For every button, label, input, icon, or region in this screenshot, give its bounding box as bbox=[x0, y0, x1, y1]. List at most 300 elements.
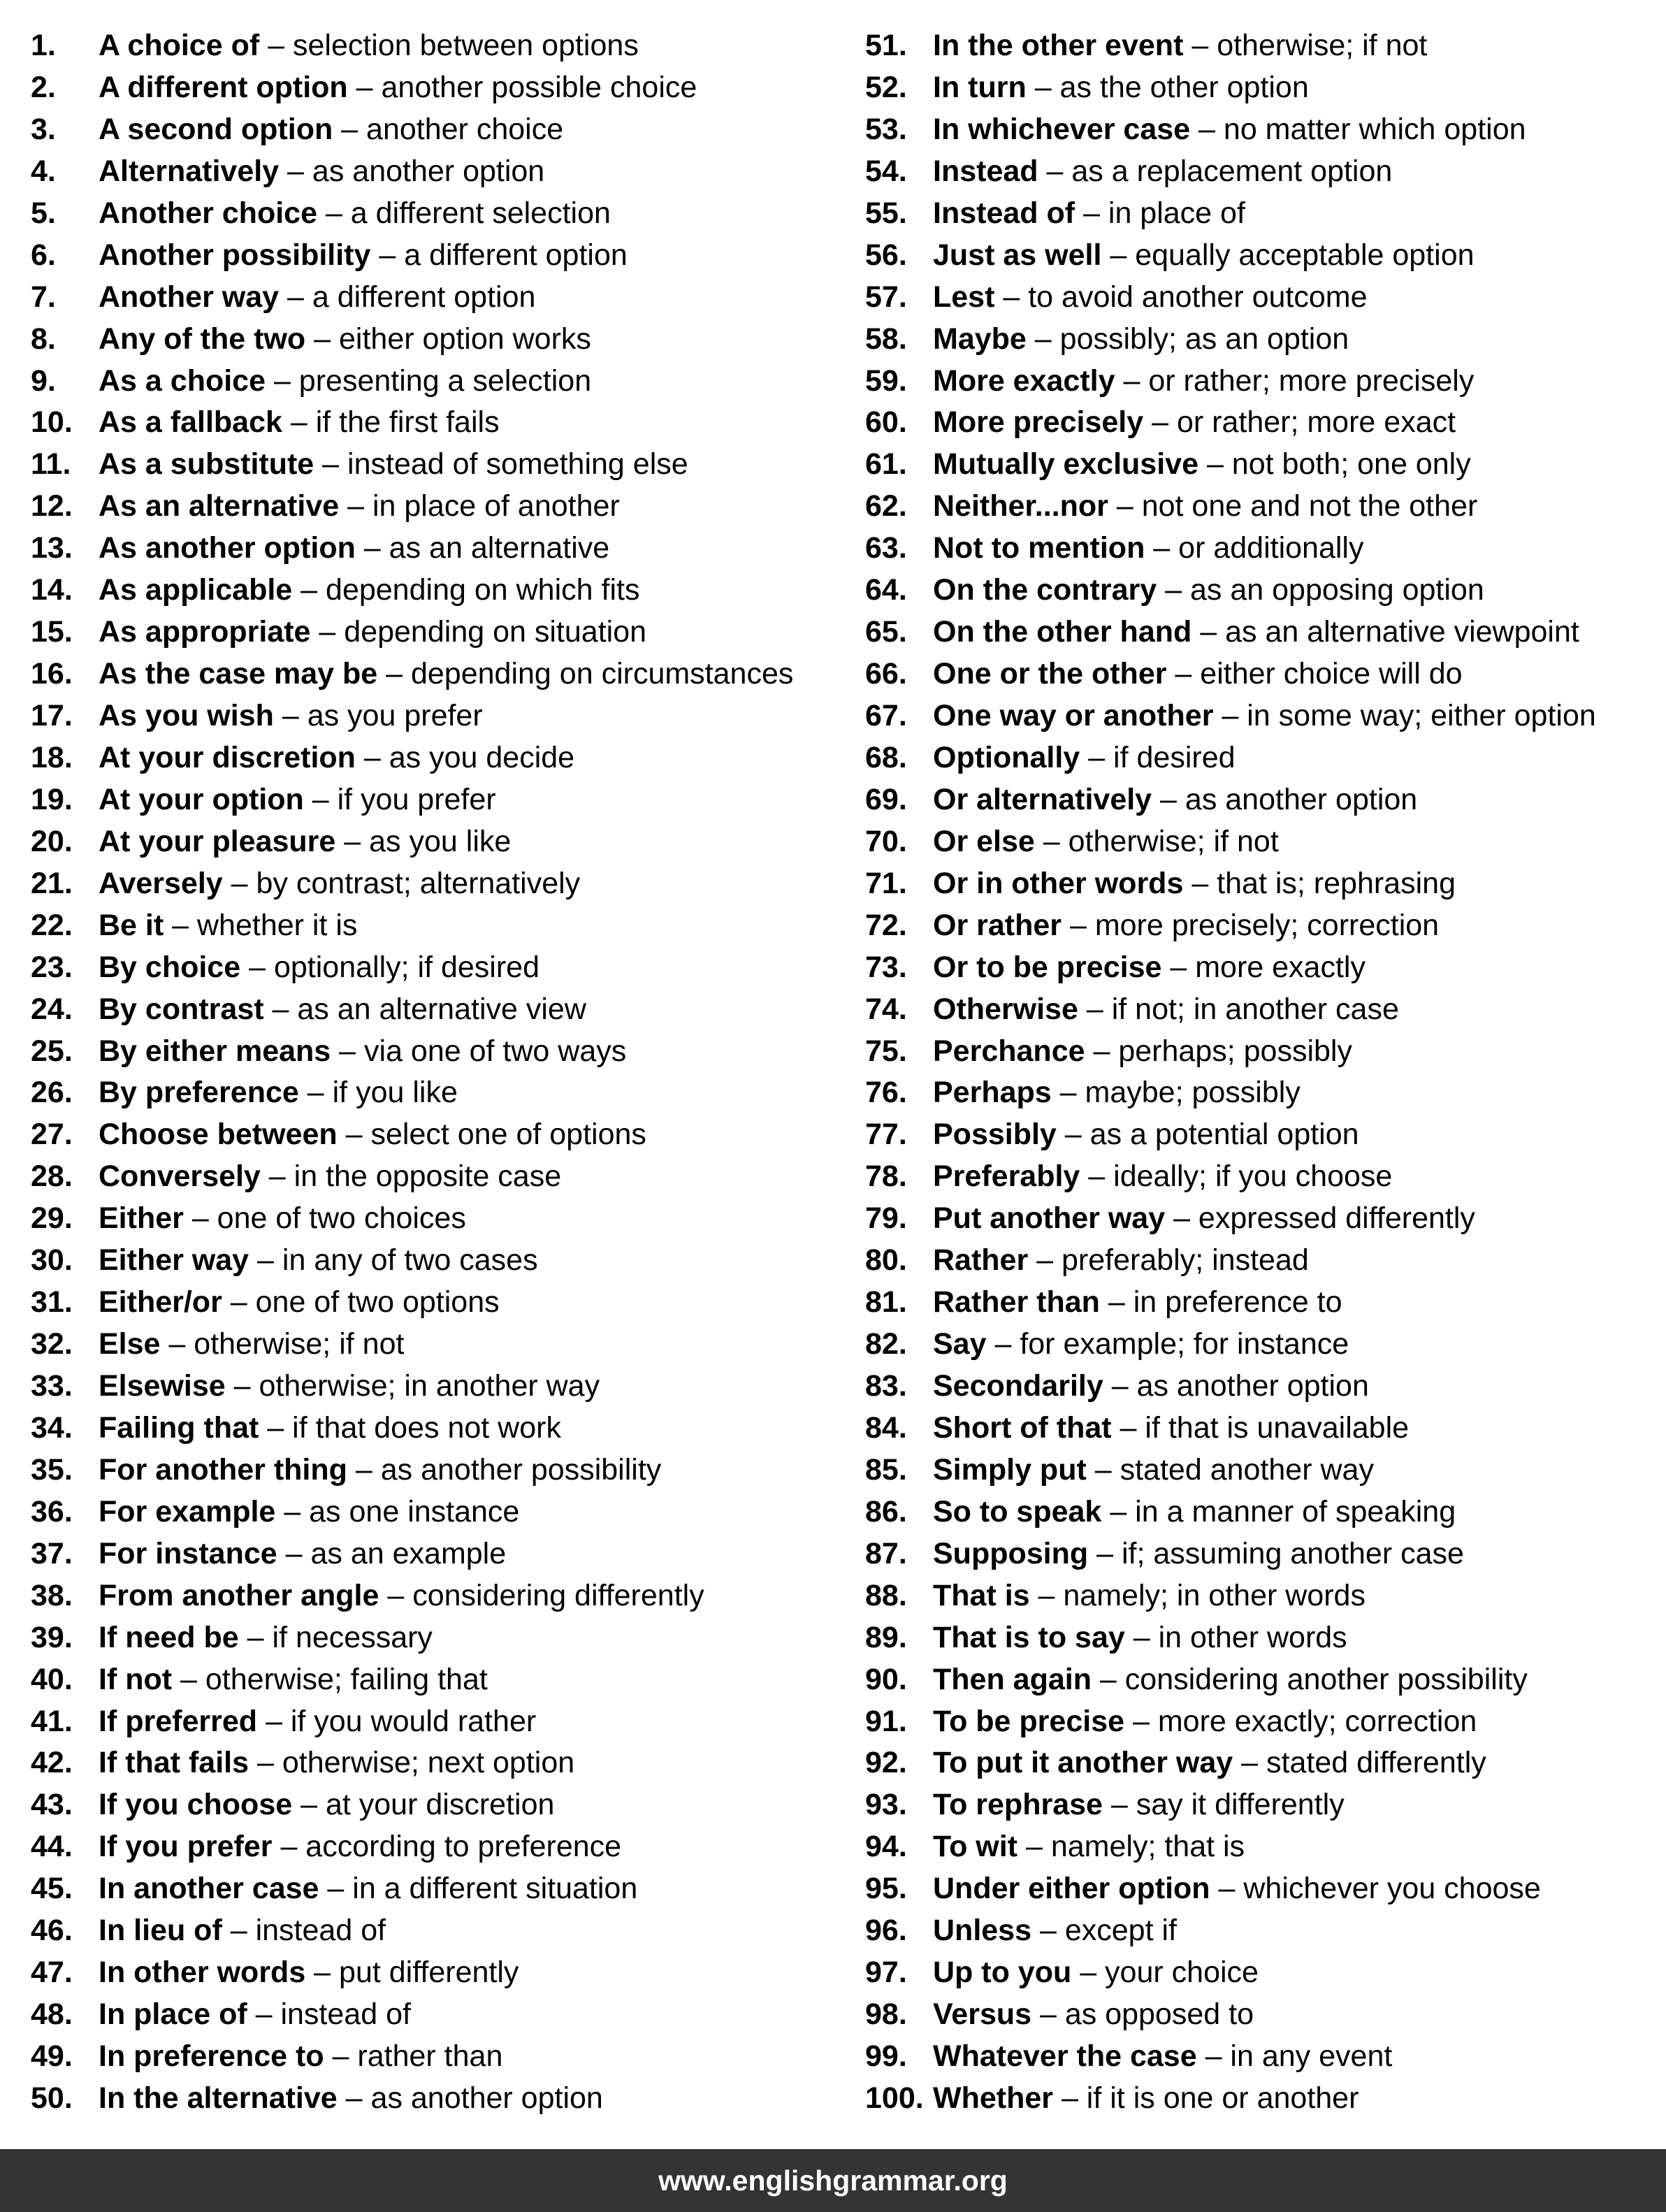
item-term: Or alternatively bbox=[933, 782, 1152, 816]
list-item bbox=[31, 25, 848, 67]
item-number: 88. bbox=[865, 1578, 907, 1612]
item-text bbox=[99, 528, 609, 570]
item-number: 98. bbox=[865, 1997, 907, 2032]
item-number: 54. bbox=[865, 154, 907, 188]
item-definition: – stated another way bbox=[1086, 1452, 1374, 1487]
list-item bbox=[865, 1031, 1655, 1073]
item-term: As you wish bbox=[99, 699, 274, 732]
item-definition: – as the other option bbox=[1026, 70, 1309, 104]
item-term: Alternatively bbox=[99, 154, 280, 188]
item-definition: – optionally; if desired bbox=[240, 950, 539, 984]
item-number: 67. bbox=[865, 699, 907, 732]
item-term: Or in other words bbox=[933, 866, 1184, 900]
list-item bbox=[31, 1031, 848, 1073]
item-number: 82. bbox=[865, 1327, 907, 1361]
item-number: 73. bbox=[865, 950, 907, 984]
item-term: Just as well bbox=[933, 238, 1102, 272]
list-item bbox=[31, 1910, 848, 1952]
item-number: 60. bbox=[865, 405, 907, 440]
item-definition: – in a manner of speaking bbox=[1101, 1494, 1456, 1528]
list-item bbox=[31, 1114, 848, 1156]
item-definition: – as an alternative bbox=[355, 531, 610, 565]
item-text bbox=[933, 905, 1439, 947]
item-text bbox=[933, 1366, 1369, 1408]
list-item bbox=[865, 402, 1655, 444]
list-item bbox=[31, 1784, 848, 1826]
item-definition: – that is; rephrasing bbox=[1183, 866, 1456, 900]
left-column bbox=[31, 25, 848, 2120]
item-definition: – a different option bbox=[279, 280, 536, 314]
item-definition: – or additionally bbox=[1145, 531, 1364, 565]
item-definition: – either option works bbox=[305, 321, 591, 356]
item-number: 3. bbox=[31, 112, 56, 146]
item-number: 30. bbox=[31, 1243, 73, 1278]
item-number: 5. bbox=[31, 196, 56, 230]
item-number: 11. bbox=[31, 447, 71, 482]
item-text bbox=[99, 1031, 626, 1073]
item-text bbox=[933, 319, 1349, 361]
item-number: 80. bbox=[865, 1243, 907, 1278]
item-number: 68. bbox=[865, 740, 907, 774]
item-number: 36. bbox=[31, 1494, 73, 1528]
list-item bbox=[865, 1659, 1655, 1701]
item-definition: – expressed differently bbox=[1165, 1201, 1475, 1236]
list-item bbox=[865, 695, 1655, 737]
item-text bbox=[933, 277, 1368, 319]
item-definition: – otherwise; failing that bbox=[172, 1662, 488, 1696]
item-number: 53. bbox=[865, 112, 907, 146]
item-definition: – in place of another bbox=[339, 489, 620, 523]
item-definition: – as you decide bbox=[355, 740, 575, 774]
list-item bbox=[31, 1240, 848, 1282]
item-text bbox=[933, 1742, 1486, 1784]
item-term: Under either option bbox=[933, 1872, 1210, 1906]
list-item bbox=[31, 1491, 848, 1533]
item-number: 78. bbox=[865, 1159, 907, 1194]
item-number: 28. bbox=[31, 1159, 73, 1194]
item-definition: – according to preference bbox=[272, 1830, 622, 1864]
item-term: Simply put bbox=[933, 1452, 1087, 1487]
item-number: 40. bbox=[31, 1662, 73, 1696]
list-item bbox=[865, 361, 1655, 403]
item-text bbox=[933, 1072, 1301, 1114]
item-term: If that fails bbox=[99, 1746, 249, 1780]
item-text bbox=[99, 1701, 536, 1743]
item-term: Optionally bbox=[933, 740, 1080, 774]
item-term: Neither...nor bbox=[933, 489, 1108, 523]
item-definition: – if that does not work bbox=[259, 1410, 561, 1445]
item-text bbox=[933, 1701, 1477, 1743]
item-term: More exactly bbox=[933, 363, 1115, 398]
item-text bbox=[99, 612, 646, 653]
item-definition: – or rather; more precisely bbox=[1115, 363, 1475, 398]
list-item bbox=[865, 863, 1655, 905]
item-text bbox=[99, 277, 535, 319]
item-text bbox=[99, 1450, 661, 1491]
list-item bbox=[865, 1324, 1655, 1366]
item-text bbox=[933, 779, 1417, 821]
item-text bbox=[99, 1533, 506, 1575]
item-text bbox=[99, 1156, 561, 1198]
item-term: By contrast bbox=[99, 992, 264, 1026]
item-term: As another option bbox=[99, 531, 356, 565]
item-term: At your pleasure bbox=[99, 824, 336, 858]
item-text bbox=[933, 1240, 1309, 1282]
item-text bbox=[933, 1575, 1366, 1617]
list-item bbox=[31, 1659, 848, 1701]
item-term: For another thing bbox=[99, 1452, 347, 1487]
item-term: One way or another bbox=[933, 699, 1214, 732]
item-text bbox=[933, 402, 1456, 444]
item-text bbox=[99, 695, 483, 737]
item-term: As the case may be bbox=[99, 657, 378, 691]
item-text bbox=[933, 863, 1456, 905]
item-term: Another choice bbox=[99, 196, 317, 230]
list-item bbox=[865, 1198, 1655, 1240]
item-number: 19. bbox=[31, 782, 73, 816]
item-text bbox=[933, 1450, 1374, 1491]
item-number: 52. bbox=[865, 70, 907, 104]
item-definition: – as you prefer bbox=[273, 699, 483, 732]
list-item bbox=[31, 1575, 848, 1617]
item-number: 86. bbox=[865, 1494, 907, 1528]
item-definition: – if the first fails bbox=[282, 405, 500, 440]
item-text bbox=[933, 1031, 1352, 1073]
list-item bbox=[31, 151, 848, 193]
item-definition: – depending on circumstances bbox=[377, 657, 794, 691]
item-term: Lest bbox=[933, 280, 995, 314]
item-term: Unless bbox=[933, 1914, 1032, 1948]
item-text bbox=[933, 151, 1392, 193]
item-term: In another case bbox=[99, 1872, 319, 1906]
item-text bbox=[99, 1952, 519, 1994]
item-text bbox=[99, 989, 586, 1031]
item-text bbox=[933, 1533, 1464, 1575]
item-number: 10. bbox=[31, 405, 73, 440]
item-text bbox=[933, 653, 1463, 695]
list-item bbox=[865, 1072, 1655, 1114]
item-term: By choice bbox=[99, 950, 241, 984]
item-term: As an alternative bbox=[99, 489, 340, 523]
item-text bbox=[99, 486, 620, 528]
item-text bbox=[933, 1868, 1541, 1910]
item-definition: – if you like bbox=[298, 1076, 458, 1110]
item-number: 31. bbox=[31, 1285, 73, 1320]
item-number: 25. bbox=[31, 1034, 73, 1068]
item-term: Instead of bbox=[933, 196, 1075, 230]
item-number: 35. bbox=[31, 1452, 73, 1487]
item-definition: – if desired bbox=[1080, 740, 1236, 774]
list-item bbox=[31, 319, 848, 361]
item-definition: – otherwise; if not bbox=[160, 1327, 405, 1361]
item-term: Another possibility bbox=[99, 238, 371, 272]
item-number: 12. bbox=[31, 489, 73, 523]
item-definition: – as an alternative viewpoint bbox=[1191, 615, 1579, 649]
list-item bbox=[865, 1240, 1655, 1282]
item-definition: – if not; in another case bbox=[1078, 992, 1399, 1026]
item-term: Either way bbox=[99, 1243, 249, 1278]
item-definition: – except if bbox=[1031, 1914, 1177, 1948]
list-item bbox=[865, 989, 1655, 1031]
list-item bbox=[31, 2078, 848, 2120]
item-term: Short of that bbox=[933, 1410, 1112, 1445]
list-item bbox=[31, 486, 848, 528]
list-item bbox=[865, 109, 1655, 151]
item-text bbox=[99, 1575, 704, 1617]
item-definition: – equally acceptable option bbox=[1101, 238, 1475, 272]
list-item bbox=[31, 570, 848, 612]
item-number: 63. bbox=[865, 531, 907, 565]
item-text bbox=[99, 1910, 386, 1952]
item-definition: – in a different situation bbox=[319, 1872, 638, 1906]
list-item bbox=[865, 151, 1655, 193]
item-text bbox=[933, 528, 1363, 570]
item-definition: – as you like bbox=[335, 824, 512, 858]
list-item bbox=[31, 695, 848, 737]
item-text bbox=[99, 737, 574, 779]
item-definition: – depending on situation bbox=[310, 615, 647, 649]
item-term: Then again bbox=[933, 1662, 1092, 1696]
item-term: Versus bbox=[933, 1997, 1032, 2032]
list-item bbox=[865, 779, 1655, 821]
item-term: More precisely bbox=[933, 405, 1144, 440]
item-text bbox=[99, 151, 544, 193]
item-term: If not bbox=[99, 1662, 173, 1696]
item-number: 72. bbox=[865, 908, 907, 942]
item-definition: – more exactly bbox=[1161, 950, 1366, 984]
item-number: 69. bbox=[865, 782, 907, 816]
list-item bbox=[31, 947, 848, 989]
item-definition: – either choice will do bbox=[1166, 657, 1463, 691]
item-definition: – as another option bbox=[337, 2081, 603, 2115]
list-item bbox=[865, 570, 1655, 612]
item-definition: – select one of options bbox=[337, 1118, 646, 1152]
item-number: 87. bbox=[865, 1536, 907, 1570]
item-term: If you choose bbox=[99, 1788, 293, 1822]
item-text bbox=[99, 319, 591, 361]
item-number: 99. bbox=[865, 2039, 907, 2073]
item-definition: – as another option bbox=[1152, 782, 1418, 816]
list-item bbox=[31, 67, 848, 109]
item-number: 18. bbox=[31, 740, 73, 774]
item-definition: – in place of bbox=[1075, 196, 1245, 230]
item-number: 21. bbox=[31, 866, 73, 900]
item-definition: – if you would rather bbox=[257, 1704, 537, 1738]
item-number: 14. bbox=[31, 573, 73, 607]
item-term: A second option bbox=[99, 112, 333, 146]
item-number: 50. bbox=[31, 2081, 73, 2115]
item-definition: – one of two options bbox=[222, 1285, 500, 1320]
item-number: 83. bbox=[865, 1369, 907, 1403]
item-term: Otherwise bbox=[933, 992, 1078, 1026]
item-term: In lieu of bbox=[99, 1914, 222, 1948]
item-term: Whatever the case bbox=[933, 2039, 1197, 2073]
item-term: Put another way bbox=[933, 1201, 1166, 1236]
item-definition: – if necessary bbox=[238, 1620, 433, 1654]
list-item bbox=[865, 1114, 1655, 1156]
item-text bbox=[933, 2078, 1359, 2120]
item-number: 2. bbox=[31, 70, 56, 104]
item-text bbox=[99, 402, 500, 444]
list-item bbox=[31, 1156, 848, 1198]
list-item bbox=[31, 1324, 848, 1366]
list-item bbox=[31, 1617, 848, 1659]
item-definition: – namely; that is bbox=[1017, 1830, 1245, 1864]
item-text bbox=[933, 821, 1279, 863]
item-term: Perchance bbox=[933, 1034, 1085, 1068]
item-term: Perhaps bbox=[933, 1076, 1052, 1110]
list-item bbox=[31, 2036, 848, 2078]
list-item bbox=[865, 1826, 1655, 1868]
item-term: For example bbox=[99, 1494, 276, 1528]
item-term: To put it another way bbox=[933, 1746, 1233, 1780]
item-definition: – otherwise; in another way bbox=[225, 1369, 600, 1403]
item-definition: – possibly; as an option bbox=[1026, 321, 1349, 356]
item-number: 61. bbox=[865, 447, 907, 482]
item-number: 84. bbox=[865, 1410, 907, 1445]
list-item bbox=[31, 528, 848, 570]
item-text bbox=[99, 1198, 466, 1240]
list-item bbox=[31, 1994, 848, 2036]
item-text bbox=[933, 695, 1596, 737]
item-number: 49. bbox=[31, 2039, 73, 2073]
list-item bbox=[865, 1491, 1655, 1533]
item-number: 22. bbox=[31, 908, 73, 942]
item-definition: – another possible choice bbox=[347, 70, 697, 104]
item-term: Supposing bbox=[933, 1536, 1089, 1570]
item-definition: – not both; one only bbox=[1198, 447, 1471, 482]
list-item bbox=[865, 193, 1655, 235]
list-item bbox=[865, 737, 1655, 779]
item-text bbox=[99, 653, 793, 695]
list-item bbox=[31, 779, 848, 821]
list-item bbox=[865, 1282, 1655, 1324]
list-item bbox=[865, 1784, 1655, 1826]
item-text bbox=[933, 486, 1477, 528]
item-definition: – in preference to bbox=[1099, 1285, 1342, 1320]
item-term: As applicable bbox=[99, 573, 293, 607]
list-item bbox=[31, 235, 848, 277]
item-definition: – one of two choices bbox=[183, 1201, 466, 1236]
item-definition: – in the opposite case bbox=[260, 1159, 562, 1194]
list-item bbox=[31, 905, 848, 947]
item-text bbox=[933, 612, 1579, 653]
item-number: 33. bbox=[31, 1369, 73, 1403]
list-item bbox=[31, 653, 848, 695]
item-text bbox=[99, 1617, 433, 1659]
item-definition: – as another possibility bbox=[347, 1452, 662, 1487]
item-term: On the contrary bbox=[933, 573, 1157, 607]
item-definition: – perhaps; possibly bbox=[1085, 1034, 1352, 1068]
list-item bbox=[865, 653, 1655, 695]
item-definition: – as another option bbox=[1103, 1369, 1369, 1403]
item-text bbox=[99, 1491, 519, 1533]
item-text bbox=[933, 361, 1474, 403]
item-text bbox=[99, 1282, 500, 1324]
item-term: A different option bbox=[99, 70, 348, 104]
item-text bbox=[99, 1659, 488, 1701]
list-item bbox=[31, 612, 848, 653]
item-term: Up to you bbox=[933, 1956, 1072, 1990]
item-term: Instead bbox=[933, 154, 1038, 188]
list-item bbox=[865, 1533, 1655, 1575]
item-term: In preference to bbox=[99, 2039, 324, 2073]
list-item bbox=[31, 863, 848, 905]
item-definition: – whichever you choose bbox=[1210, 1872, 1541, 1906]
item-definition: – no matter which option bbox=[1190, 112, 1526, 146]
item-definition: – in any event bbox=[1196, 2039, 1393, 2073]
item-text bbox=[933, 1491, 1456, 1533]
list-item bbox=[31, 361, 848, 403]
item-term: Failing that bbox=[99, 1410, 259, 1445]
item-term: At your option bbox=[99, 782, 304, 816]
item-definition: – otherwise; if not bbox=[1183, 29, 1428, 62]
list-item bbox=[31, 444, 848, 486]
item-definition: – presenting a selection bbox=[266, 363, 592, 398]
item-number: 41. bbox=[31, 1704, 73, 1738]
item-text bbox=[933, 25, 1427, 67]
item-number: 44. bbox=[31, 1830, 73, 1864]
item-number: 74. bbox=[865, 992, 907, 1026]
item-number: 43. bbox=[31, 1788, 73, 1822]
item-definition: – maybe; possibly bbox=[1051, 1076, 1301, 1110]
list-item bbox=[865, 947, 1655, 989]
item-term: As appropriate bbox=[99, 615, 311, 649]
item-number: 37. bbox=[31, 1536, 73, 1570]
item-term: Say bbox=[933, 1327, 987, 1361]
item-number: 97. bbox=[865, 1956, 907, 1990]
list-item bbox=[31, 1450, 848, 1491]
item-term: Either bbox=[99, 1201, 184, 1236]
item-definition: – in some way; either option bbox=[1213, 699, 1596, 732]
item-number: 45. bbox=[31, 1872, 73, 1906]
list-item bbox=[865, 612, 1655, 653]
item-definition: – depending on which fits bbox=[292, 573, 640, 607]
item-term: Aversely bbox=[99, 866, 223, 900]
list-item bbox=[865, 486, 1655, 528]
item-text bbox=[933, 67, 1309, 109]
item-definition: – as a replacement option bbox=[1038, 154, 1393, 188]
item-term: If preferred bbox=[99, 1704, 258, 1738]
item-number: 58. bbox=[865, 321, 907, 356]
item-term: So to speak bbox=[933, 1494, 1102, 1528]
item-text bbox=[933, 1784, 1345, 1826]
item-text bbox=[933, 2036, 1392, 2078]
item-number: 47. bbox=[31, 1956, 73, 1990]
list-item bbox=[865, 905, 1655, 947]
list-item bbox=[865, 235, 1655, 277]
item-term: Another way bbox=[99, 280, 280, 314]
item-term: As a substitute bbox=[99, 447, 314, 482]
item-number: 93. bbox=[865, 1788, 907, 1822]
item-term: In turn bbox=[933, 70, 1027, 104]
item-definition: – as opposed to bbox=[1031, 1997, 1254, 2032]
item-definition: – as an example bbox=[277, 1536, 507, 1570]
item-definition: – if you prefer bbox=[303, 782, 496, 816]
item-text bbox=[99, 1072, 458, 1114]
item-definition: – considering differently bbox=[379, 1578, 704, 1612]
item-text bbox=[933, 1910, 1177, 1952]
item-text bbox=[933, 1408, 1409, 1450]
list-item bbox=[31, 193, 848, 235]
item-number: 59. bbox=[865, 363, 907, 398]
item-text bbox=[933, 570, 1484, 612]
list-item bbox=[865, 1575, 1655, 1617]
item-text bbox=[99, 821, 511, 863]
item-text bbox=[933, 1282, 1342, 1324]
list-item bbox=[865, 2078, 1655, 2120]
item-text bbox=[933, 1994, 1254, 2036]
